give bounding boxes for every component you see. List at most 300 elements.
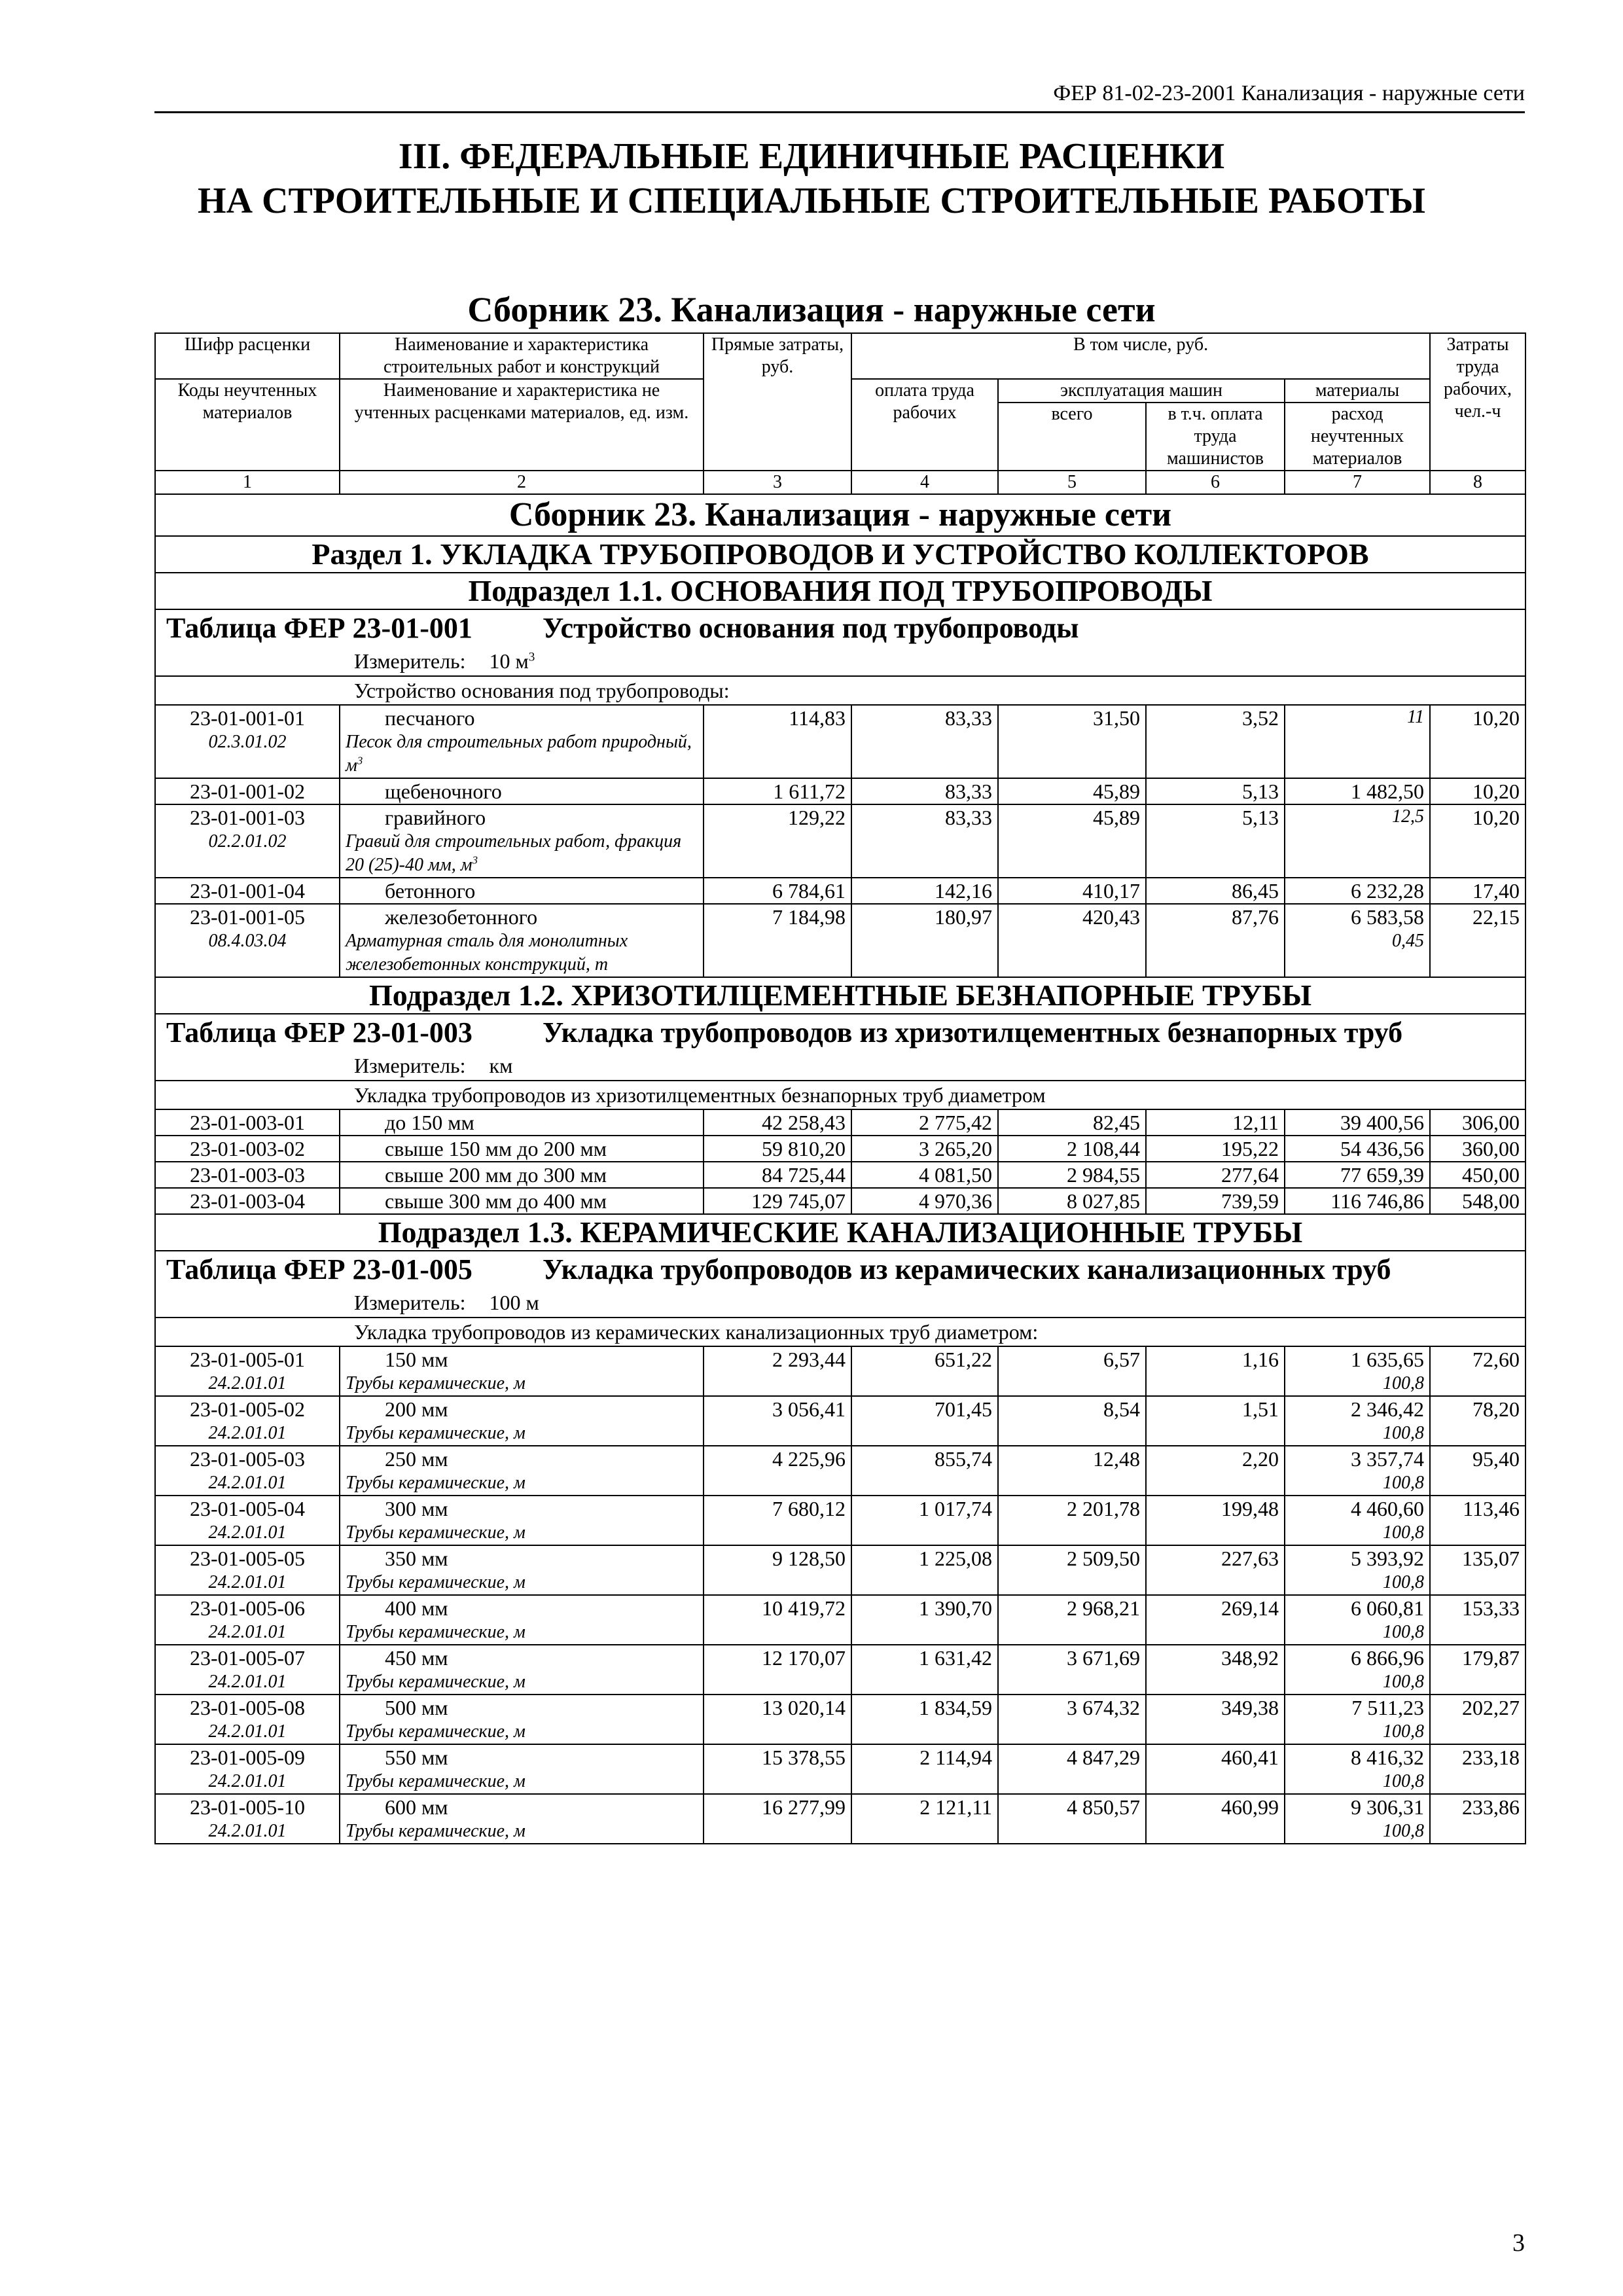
table-title-row [155,1251,1525,1318]
material-name [346,1720,698,1744]
rate-code: 23-01-005-05 [190,1547,305,1570]
table-row [155,778,1525,804]
table-name: Укладка трубопроводов из хризотилцементных безнапорных труб [543,1016,1403,1049]
labor-value: 855,74 [935,1447,992,1471]
direct-cell [704,1695,851,1744]
direct-value: 1 611,72 [773,780,846,803]
mach-value: 4 850,57 [1067,1795,1140,1819]
table-id: Таблица ФЕР 23-01-001 [166,612,473,644]
intro-text: Укладка трубопроводов из хризотилцементных безнапорных труб диаметром [354,1083,1046,1107]
material-quantity: 100,8 [1383,1821,1425,1841]
workers-value: 10,20 [1472,780,1520,803]
material-name [346,730,698,778]
rate-code: 23-01-003-04 [190,1189,305,1213]
name-cell [340,1695,704,1744]
material-name [346,1820,698,1843]
labor-value: 83,33 [945,806,992,829]
labor-value: 1 631,42 [919,1646,992,1670]
table-heading [161,1251,1520,1288]
running-header: ФЕР 81-02-23-2001 Канализация - наружные сети [154,77,1525,113]
mach_labor-value: 227,63 [1221,1547,1279,1570]
material-name-text: Трубы керамические, м [346,1721,526,1742]
material-code: 24.2.01.01 [208,1572,287,1592]
column-number: 2 [340,471,704,494]
labor-value: 1 390,70 [919,1596,992,1620]
mach-value: 410,17 [1082,879,1140,903]
materials-cell [1285,1496,1430,1545]
table-row [155,1496,1525,1545]
workers-value: 450,00 [1462,1163,1520,1187]
work-name: 600 мм [385,1795,448,1819]
unit-value: км [489,1054,513,1077]
column-number: 7 [1285,471,1430,494]
header-row-1 [155,333,1525,379]
workers-value: 10,20 [1472,806,1520,829]
material-quantity: 100,8 [1383,1473,1425,1493]
direct-value: 9 128,50 [772,1547,846,1570]
col-machines-header: эксплуатация машин [998,379,1285,403]
direct-cell [704,1136,851,1162]
work-name: свыше 150 мм до 200 мм [385,1137,607,1160]
table-row [155,1136,1525,1162]
labor-value: 83,33 [945,780,992,803]
col-material-name-header: Наименование и характеристика не учтенных расценками материалов, ед. изм. [340,379,704,471]
mach-value: 6,57 [1103,1348,1140,1371]
workers-cell [1430,1695,1525,1744]
mach_labor-value: 5,13 [1242,806,1279,829]
workers-value: 153,33 [1462,1596,1520,1620]
part-title [0,134,1623,223]
material-code: 24.2.01.01 [208,1672,287,1692]
material-name-text: Песок для строительных работ природный, м [346,732,692,776]
rate-code: 23-01-005-04 [190,1497,305,1520]
work-name: 300 мм [385,1497,448,1520]
table-row [155,1545,1525,1595]
labor-value: 83,33 [945,706,992,730]
name-cell [340,1794,704,1844]
material-quantity: 100,8 [1383,1572,1425,1592]
subsection-row [155,1214,1525,1251]
table-title-row [155,1014,1525,1081]
materials-cell [1285,1162,1430,1188]
code-cell [155,1545,340,1595]
mach-cell [998,778,1146,804]
materials-value: 7 511,23 [1351,1696,1425,1719]
direct-cell [704,1545,851,1595]
direct-cell [704,1496,851,1545]
material-quantity: 11 [1407,707,1425,727]
mach-cell [998,1496,1146,1545]
table-name: Устройство основания под трубопроводы [543,612,1079,644]
direct-cell [704,804,851,878]
workers-cell [1430,1446,1525,1496]
mach_labor-cell [1146,1136,1285,1162]
materials-value: 6 866,96 [1351,1646,1425,1670]
mach_labor-value: 348,92 [1221,1646,1279,1670]
name-cell [340,1162,704,1188]
table-title-cell [155,609,1525,676]
work-name: песчаного [385,706,475,730]
direct-value: 13 020,14 [762,1696,846,1719]
table-row [155,904,1525,977]
material-name [346,1770,698,1793]
material-quantity: 12,5 [1392,806,1425,827]
rates-table [154,332,1526,1844]
collection-row [155,494,1525,536]
mach_labor-value: 86,45 [1232,879,1279,903]
table-row [155,1188,1525,1214]
direct-cell [704,778,851,804]
mach-cell [998,1136,1146,1162]
table-row [155,1396,1525,1446]
name-cell [340,778,704,804]
workers-cell [1430,1188,1525,1214]
mach-cell [998,1545,1146,1595]
section-title: Раздел 1. УКЛАДКА ТРУБОПРОВОДОВ И УСТРОЙСТВО КОЛЛЕКТОРОВ [155,536,1525,573]
materials-value: 6 583,58 [1351,905,1425,929]
subsection-title: Подраздел 1.1. ОСНОВАНИЯ ПОД ТРУБОПРОВОДЫ [155,573,1525,609]
mach_labor-cell [1146,1162,1285,1188]
direct-value: 42 258,43 [762,1111,846,1134]
mach-cell [998,878,1146,904]
table-row [155,1695,1525,1744]
materials-value: 9 306,31 [1351,1795,1425,1819]
table-title-row [155,609,1525,676]
work-name: 550 мм [385,1746,448,1769]
workers-value: 22,15 [1472,905,1520,929]
mach-value: 2 984,55 [1067,1163,1140,1187]
mach_labor-value: 460,41 [1221,1746,1279,1769]
labor-value: 2 114,94 [919,1746,992,1769]
mach_labor-cell [1146,1188,1285,1214]
mach-value: 3 671,69 [1067,1646,1140,1670]
material-code: 02.2.01.02 [208,831,287,852]
materials-cell [1285,1446,1430,1496]
material-code: 24.2.01.01 [208,1522,287,1543]
rate-code: 23-01-005-09 [190,1746,305,1769]
mach-value: 2 201,78 [1067,1497,1140,1520]
unit-value: 10 м [489,649,529,673]
unit-line [161,1051,1520,1080]
subsection-title: Подраздел 1.2. ХРИЗОТИЛЦЕМЕНТНЫЕ БЕЗНАПОРНЫЕ ТРУБЫ [155,977,1525,1014]
labor-cell [851,1744,998,1794]
code-cell [155,1162,340,1188]
material-name [346,1571,698,1594]
material-name [346,1670,698,1694]
code-cell [155,778,340,804]
direct-value: 4 225,96 [772,1447,846,1471]
rate-code: 23-01-001-02 [190,780,305,803]
unit-label: Измеритель: [354,1291,466,1314]
part-title-line-2: НА СТРОИТЕЛЬНЫЕ И СПЕЦИАЛЬНЫЕ СТРОИТЕЛЬНЫЕ РАБОТЫ [198,181,1425,221]
mach-cell [998,1645,1146,1695]
labor-cell [851,1595,998,1645]
intro-cell [155,676,1525,705]
section-row [155,536,1525,573]
workers-cell [1430,904,1525,977]
table-row [155,1109,1525,1136]
materials-value: 39 400,56 [1340,1111,1425,1134]
material-name-text: Трубы керамические, м [346,1821,526,1841]
column-number: 5 [998,471,1146,494]
table-row [155,1446,1525,1496]
materials-cell [1285,1188,1430,1214]
material-unit-superscript: 3 [357,754,363,767]
mach_labor-cell [1146,1396,1285,1446]
workers-value: 135,07 [1462,1547,1520,1570]
mach_labor-value: 277,64 [1221,1163,1279,1187]
rate-code: 23-01-005-02 [190,1397,305,1421]
mach_labor-cell [1146,778,1285,804]
rate-code: 23-01-003-03 [190,1163,305,1187]
code-cell [155,1496,340,1545]
table-title-cell [155,1014,1525,1081]
code-cell [155,1744,340,1794]
mach_labor-cell [1146,1545,1285,1595]
mach_labor-cell [1146,1695,1285,1744]
mach-value: 2 968,21 [1067,1596,1140,1620]
workers-cell [1430,1545,1525,1595]
workers-cell [1430,878,1525,904]
work-name: до 150 мм [385,1111,474,1134]
labor-value: 3 265,20 [919,1137,992,1160]
material-name-text: Трубы керамические, м [346,1423,526,1443]
name-cell [340,1109,704,1136]
subsection-row [155,573,1525,609]
workers-cell [1430,1645,1525,1695]
rate-code: 23-01-005-06 [190,1596,305,1620]
labor-value: 4 970,36 [919,1189,992,1213]
workers-value: 17,40 [1472,879,1520,903]
mach_labor-value: 269,14 [1221,1596,1279,1620]
mach-cell [998,1695,1146,1744]
material-quantity: 100,8 [1383,1771,1425,1791]
labor-value: 180,97 [935,905,992,929]
intro-row [155,1081,1525,1109]
material-name-text: Трубы керамические, м [346,1473,526,1493]
table-row [155,1595,1525,1645]
mach-cell [998,1188,1146,1214]
workers-cell [1430,1346,1525,1396]
workers-cell [1430,1744,1525,1794]
intro-text: Устройство основания под трубопроводы: [354,679,730,702]
table-row [155,1645,1525,1695]
table-row [155,1346,1525,1396]
mach_labor-cell [1146,878,1285,904]
code-cell [155,1188,340,1214]
work-name: 450 мм [385,1646,448,1670]
labor-value: 1 017,74 [919,1497,992,1520]
table-row [155,705,1525,778]
name-cell [340,1346,704,1396]
intro-cell [155,1318,1525,1346]
code-cell [155,1346,340,1396]
material-name-text: Трубы керамические, м [346,1522,526,1543]
labor-cell [851,904,998,977]
direct-value: 15 378,55 [762,1746,846,1769]
workers-value: 306,00 [1462,1111,1520,1134]
workers-cell [1430,1162,1525,1188]
name-cell [340,1136,704,1162]
labor-cell [851,1188,998,1214]
material-name-text: Трубы керамические, м [346,1572,526,1592]
direct-value: 59 810,20 [762,1137,846,1160]
column-number: 1 [155,471,340,494]
labor-value: 1 834,59 [919,1696,992,1719]
mach-value: 45,89 [1093,806,1140,829]
code-cell [155,1645,340,1695]
workers-value: 72,60 [1472,1348,1520,1371]
materials-value: 1 482,50 [1351,780,1425,803]
material-code: 24.2.01.01 [208,1373,287,1393]
mach_labor-cell [1146,1595,1285,1645]
unit-value: 100 м [489,1291,539,1314]
rates-table-body [155,333,1525,1844]
material-unit-superscript: 3 [472,853,478,867]
labor-cell [851,1794,998,1844]
mach_labor-cell [1146,1446,1285,1496]
workers-cell [1430,1109,1525,1136]
direct-cell [704,1744,851,1794]
unit-line [161,647,1520,675]
labor-value: 651,22 [935,1348,992,1371]
material-quantity: 100,8 [1383,1373,1425,1393]
work-name: свыше 300 мм до 400 мм [385,1189,607,1213]
materials-cell [1285,1695,1430,1744]
workers-cell [1430,705,1525,778]
name-cell [340,1595,704,1645]
unit-line [161,1288,1520,1317]
name-cell [340,705,704,778]
mach-cell [998,1595,1146,1645]
mach_labor-value: 195,22 [1221,1137,1279,1160]
labor-cell [851,1162,998,1188]
workers-value: 113,46 [1463,1497,1520,1520]
direct-value: 129 745,07 [751,1189,846,1213]
rate-code: 23-01-003-02 [190,1137,305,1160]
name-cell [340,904,704,977]
mach_labor-cell [1146,1645,1285,1695]
direct-value: 12 170,07 [762,1646,846,1670]
direct-value: 114,83 [789,706,846,730]
workers-value: 360,00 [1462,1137,1520,1160]
direct-value: 2 293,44 [772,1348,846,1371]
material-name-text: Трубы керамические, м [346,1622,526,1642]
labor-cell [851,1346,998,1396]
name-cell [340,1188,704,1214]
mach-cell [998,1794,1146,1844]
material-name-text: Трубы керамические, м [346,1771,526,1791]
work-name: бетонного [385,879,476,903]
code-cell [155,705,340,778]
rate-code: 23-01-005-07 [190,1646,305,1670]
intro-row [155,676,1525,705]
materials-value: 5 393,92 [1351,1547,1425,1570]
col-labor-header: оплата труда рабочих [851,379,998,471]
materials-value: 2 346,42 [1351,1397,1425,1421]
table-title-cell [155,1251,1525,1318]
workers-value: 179,87 [1462,1646,1520,1670]
col-materials-sub-header: расход неучтенных материалов [1285,403,1430,471]
col-name-header: Наименование и характеристика строительных работ и конструкций [340,333,704,379]
workers-cell [1430,778,1525,804]
workers-value: 78,20 [1472,1397,1520,1421]
labor-cell [851,778,998,804]
work-name: гравийного [385,806,486,829]
mach-value: 31,50 [1093,706,1140,730]
col-incl-header: В том числе, руб. [851,333,1430,379]
material-name [346,1422,698,1445]
direct-value: 16 277,99 [762,1795,846,1819]
workers-cell [1430,804,1525,878]
materials-cell [1285,1744,1430,1794]
workers-cell [1430,1496,1525,1545]
materials-value: 4 460,60 [1351,1497,1425,1520]
material-name-text: Арматурная сталь для монолитных железобетонных конструкций, т [346,931,628,975]
code-cell [155,878,340,904]
direct-cell [704,1794,851,1844]
work-name: железобетонного [385,905,538,929]
code-cell [155,1446,340,1496]
mach-cell [998,804,1146,878]
rate-code: 23-01-001-04 [190,879,305,903]
table-row [155,1794,1525,1844]
work-name: 250 мм [385,1447,448,1471]
material-quantity: 100,8 [1383,1672,1425,1692]
direct-cell [704,1595,851,1645]
code-cell [155,904,340,977]
mach-value: 2 108,44 [1067,1137,1140,1160]
name-cell [340,804,704,878]
code-cell [155,804,340,878]
mach-cell [998,1396,1146,1446]
materials-cell [1285,1595,1430,1645]
col-machines-labor-header: в т.ч. оплата труда машинистов [1146,403,1285,471]
mach-cell [998,705,1146,778]
material-name [346,1372,698,1395]
labor-cell [851,1645,998,1695]
labor-cell [851,1695,998,1744]
mach-value: 8,54 [1103,1397,1140,1421]
labor-cell [851,705,998,778]
workers-value: 233,18 [1462,1746,1520,1769]
mach_labor-cell [1146,1794,1285,1844]
materials-cell [1285,705,1430,778]
direct-cell [704,1396,851,1446]
table-heading [161,610,1520,647]
workers-value: 233,86 [1462,1795,1520,1819]
col-material-code-header: Коды неучтенных материалов [155,379,340,471]
table-name: Укладка трубопроводов из керамических канализационных труб [543,1253,1391,1285]
rate-code: 23-01-005-01 [190,1348,305,1371]
material-code: 24.2.01.01 [208,1473,287,1493]
labor-cell [851,1109,998,1136]
mach_labor-value: 349,38 [1221,1696,1279,1719]
page-number: 3 [1512,2229,1525,2257]
materials-value: 116 746,86 [1330,1189,1425,1213]
work-name: 400 мм [385,1596,448,1620]
mach-value: 12,48 [1093,1447,1140,1471]
subsection-title: Подраздел 1.3. КЕРАМИЧЕСКИЕ КАНАЛИЗАЦИОННЫЕ ТРУБЫ [155,1214,1525,1251]
material-name-text: Трубы керамические, м [346,1672,526,1692]
labor-value: 4 081,50 [919,1163,992,1187]
labor-value: 701,45 [935,1397,992,1421]
material-name [346,1521,698,1545]
table-row [155,1162,1525,1188]
direct-value: 84 725,44 [762,1163,846,1187]
mach-cell [998,904,1146,977]
direct-value: 7 680,12 [772,1497,846,1520]
